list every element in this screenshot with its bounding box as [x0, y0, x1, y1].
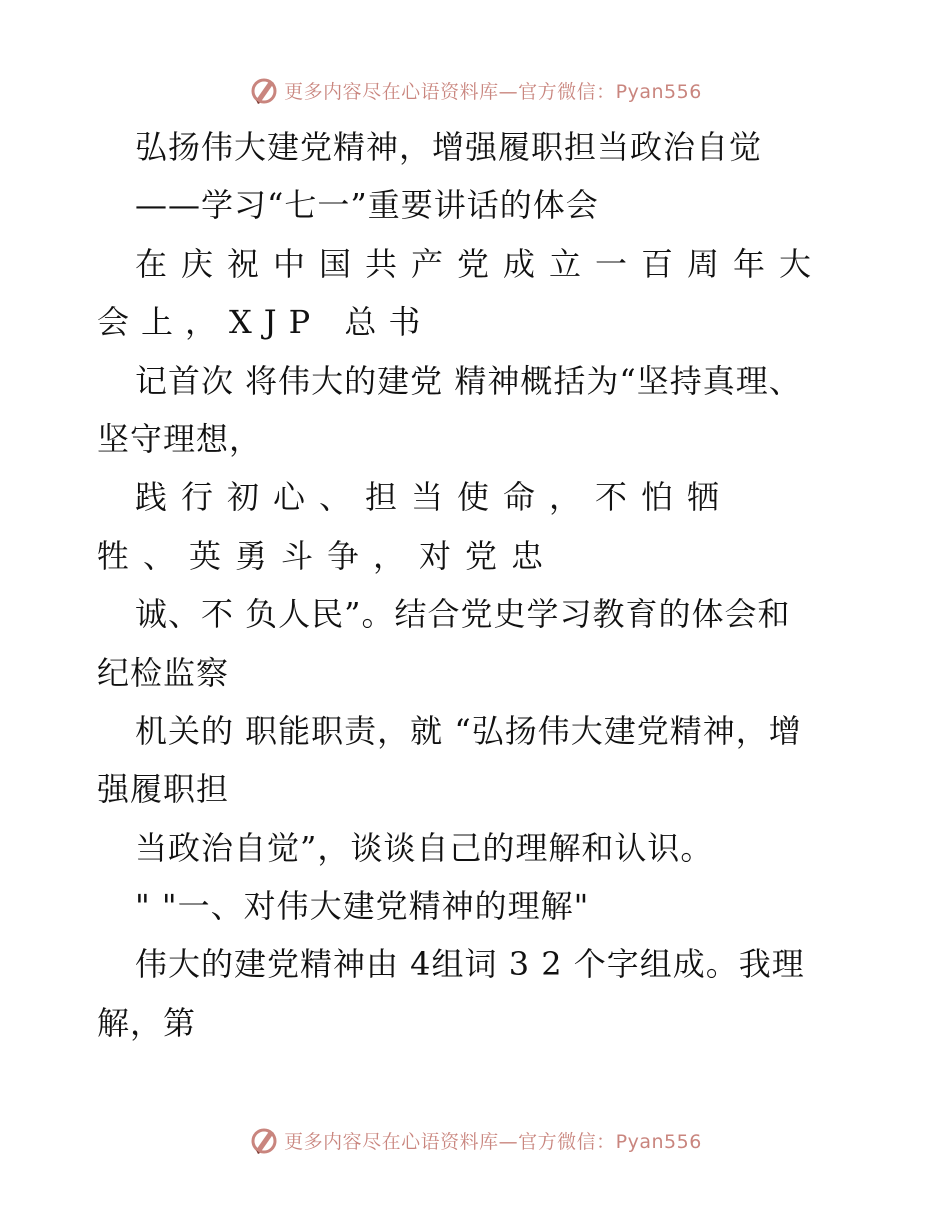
pen-icon	[248, 74, 280, 106]
watermark-text: 更多内容尽在心语资料库—官方微信：Pyan556	[284, 1130, 702, 1153]
paragraph-line: 在庆祝中国共产党成立一百周年大	[135, 244, 826, 283]
paragraph-line: 记首次 将伟大的建党 精神概括为“坚持真理、	[135, 361, 802, 400]
paragraph-line: 诚、不 负人民”。结合党史学习教育的体会和	[135, 595, 791, 634]
header-watermark	[0, 70, 950, 110]
paragraph-line: 会上，XJP 总书	[97, 303, 433, 342]
paragraph-line: 纪检监察	[97, 653, 230, 692]
paragraph-line: 解，第	[97, 1003, 197, 1042]
pen-icon	[248, 1124, 280, 1156]
doc-title: 弘扬伟大建党精神，增强履职担当政治自觉	[135, 128, 763, 166]
paragraph-line: 坚守理想，	[97, 419, 263, 458]
paragraph-line: 强履职担	[97, 770, 230, 809]
watermark-text: 更多内容尽在心语资料库—官方微信：Pyan556	[284, 80, 702, 103]
paragraph-line: 机关的 职能职责，就 “弘扬伟大建党精神，增	[135, 711, 802, 750]
paragraph-line: 牲、英勇斗争，对党忠	[97, 536, 558, 575]
paragraph-line: 伟大的建党精神由 4组词 3 2 个字组成。我理	[135, 945, 805, 984]
footer-watermark	[0, 1120, 950, 1160]
document-body	[97, 118, 857, 1052]
paragraph-line: 践行初心、担当使命，不怕牺	[135, 478, 734, 517]
section-heading: " "一、对伟大建党精神的理解"	[135, 887, 590, 926]
paragraph-line: 当政治自觉”，谈谈自己的理解和认识。	[135, 828, 714, 867]
doc-subtitle: ——学习“七一”重要讲话的体会	[135, 186, 599, 225]
